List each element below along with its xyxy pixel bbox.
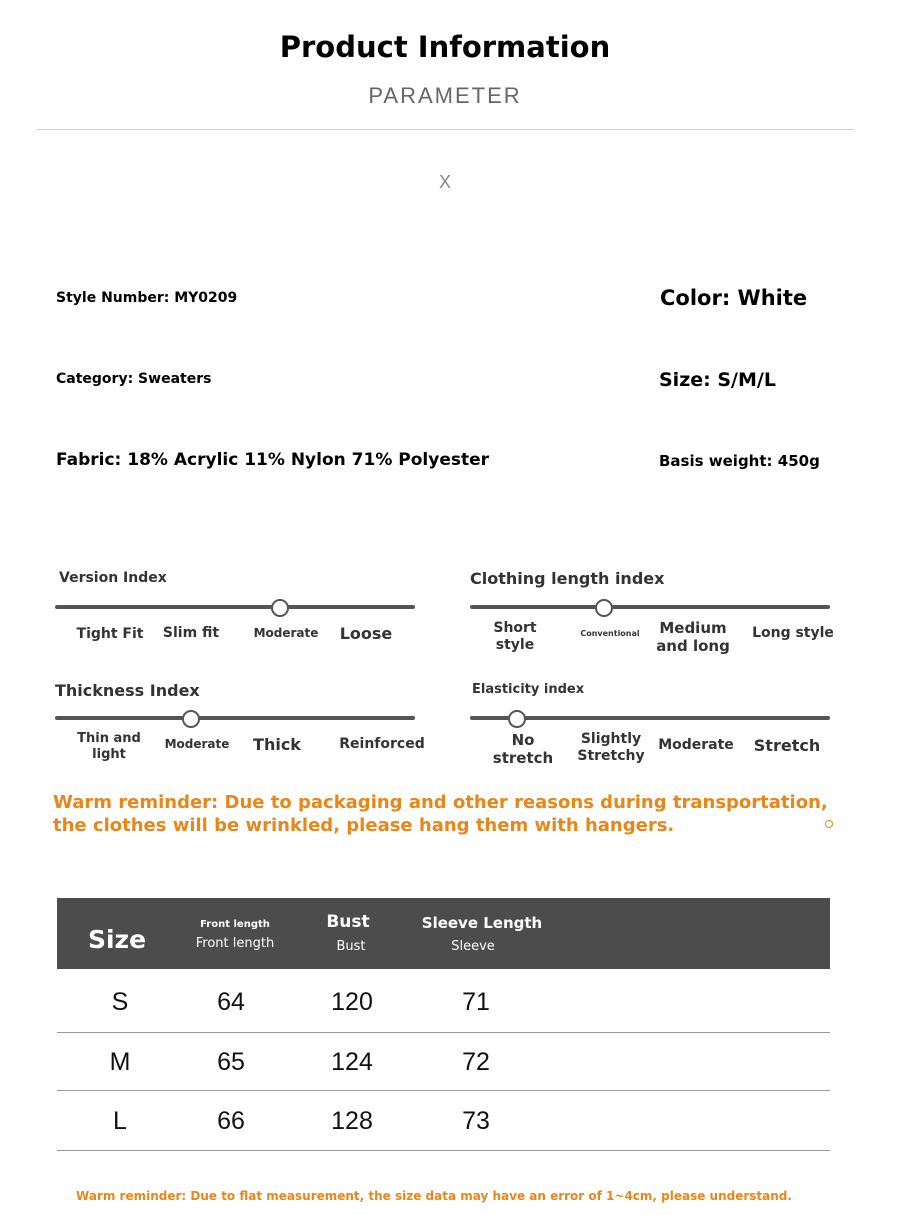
sleeve-cell: 72 [462, 1048, 490, 1076]
decor-dot-icon [825, 820, 833, 828]
length-index-title: Clothing length index [470, 569, 665, 588]
header-divider [37, 129, 854, 130]
size-table-header-size: Size [87, 925, 147, 954]
thickness-option-thick: Thick [253, 735, 301, 754]
length-option-short-style: Short style [493, 620, 537, 653]
version-option-loose: Loose [339, 624, 393, 643]
page-title: Product Information [279, 30, 611, 64]
front-length-cell: 64 [217, 988, 245, 1016]
thickness-option-moderate: Moderate [164, 737, 230, 751]
thickness-index-track [55, 716, 415, 720]
version-index-title: Version Index [59, 570, 167, 586]
thickness-index-knob [182, 710, 200, 728]
elasticity-option-moderate: Moderate [658, 737, 734, 753]
row-divider [57, 1032, 830, 1033]
size-cell: S [111, 988, 129, 1016]
sleeve-cell: 73 [462, 1107, 490, 1135]
size-table-header-sleeve-length: Sleeve Length [421, 914, 543, 932]
category-spec: Category: Sweaters [56, 371, 212, 387]
bust-cell: 128 [331, 1107, 373, 1135]
fabric-spec: Fabric: 18% Acrylic 11% Nylon 71% Polyester [56, 450, 490, 470]
elasticity-index-title: Elasticity index [472, 682, 585, 697]
bust-cell: 120 [331, 988, 373, 1016]
elasticity-option-no-stretch: No stretch [492, 731, 554, 767]
page-subtitle: PARAMETER [368, 83, 522, 108]
image-placeholder-mark: X [438, 172, 451, 192]
elasticity-option-slightly-stretchy: Slightly Stretchy [577, 731, 645, 764]
elasticity-index-knob [508, 710, 526, 728]
size-table-header-bust-sub: Bust [336, 939, 366, 954]
elasticity-option-stretch: Stretch [753, 736, 821, 755]
style-number: Style Number: MY0209 [56, 290, 238, 306]
length-option-medium-and-long: Medium and long [656, 619, 730, 655]
size-table-header-front-length: Front length [200, 919, 270, 930]
size-cell: M [109, 1048, 131, 1076]
length-index-track [470, 605, 830, 609]
reminder-measurement: Warm reminder: Due to flat measurement, the size data may have an error of 1~4cm, please understand. [76, 1189, 792, 1203]
size-table-header-sleeve-sub: Sleeve [451, 939, 495, 954]
sleeve-cell: 71 [462, 988, 490, 1016]
reminder-transport [53, 791, 828, 837]
bust-cell: 124 [331, 1048, 373, 1076]
front-length-cell: 65 [217, 1048, 245, 1076]
reminder-transport-line-2: the clothes will be wrinkled, please hang them with hangers. [53, 815, 675, 836]
size-spec: Size: S/M/L [659, 369, 776, 391]
length-option-long-style: Long style [752, 625, 834, 641]
basis-weight-spec: Basis weight: 450g [659, 452, 820, 470]
size-table-header [57, 898, 830, 969]
thickness-option-thin-and-light: Thin and light [77, 731, 141, 762]
size-cell: L [113, 1107, 127, 1135]
version-option-moderate: Moderate [253, 626, 319, 640]
size-table-header-front-length-sub: Front length [195, 936, 275, 951]
version-option-tight-fit: Tight Fit [76, 626, 144, 642]
front-length-cell: 66 [217, 1107, 245, 1135]
version-option-slim-fit: Slim fit [162, 625, 220, 641]
version-index-knob [271, 599, 289, 617]
reminder-transport-line-1: Warm reminder: Due to packaging and other reasons during transportation, [53, 792, 828, 813]
thickness-option-reinforced: Reinforced [339, 736, 425, 752]
thickness-index-title: Thickness Index [55, 681, 200, 700]
version-index-track [55, 605, 415, 609]
row-divider [57, 1090, 830, 1091]
length-index-knob [595, 599, 613, 617]
length-option-conventional: Conventional [580, 629, 640, 638]
size-table-header-bust: Bust [326, 912, 370, 932]
color-spec: Color: White [660, 286, 808, 310]
row-divider [57, 1150, 830, 1151]
